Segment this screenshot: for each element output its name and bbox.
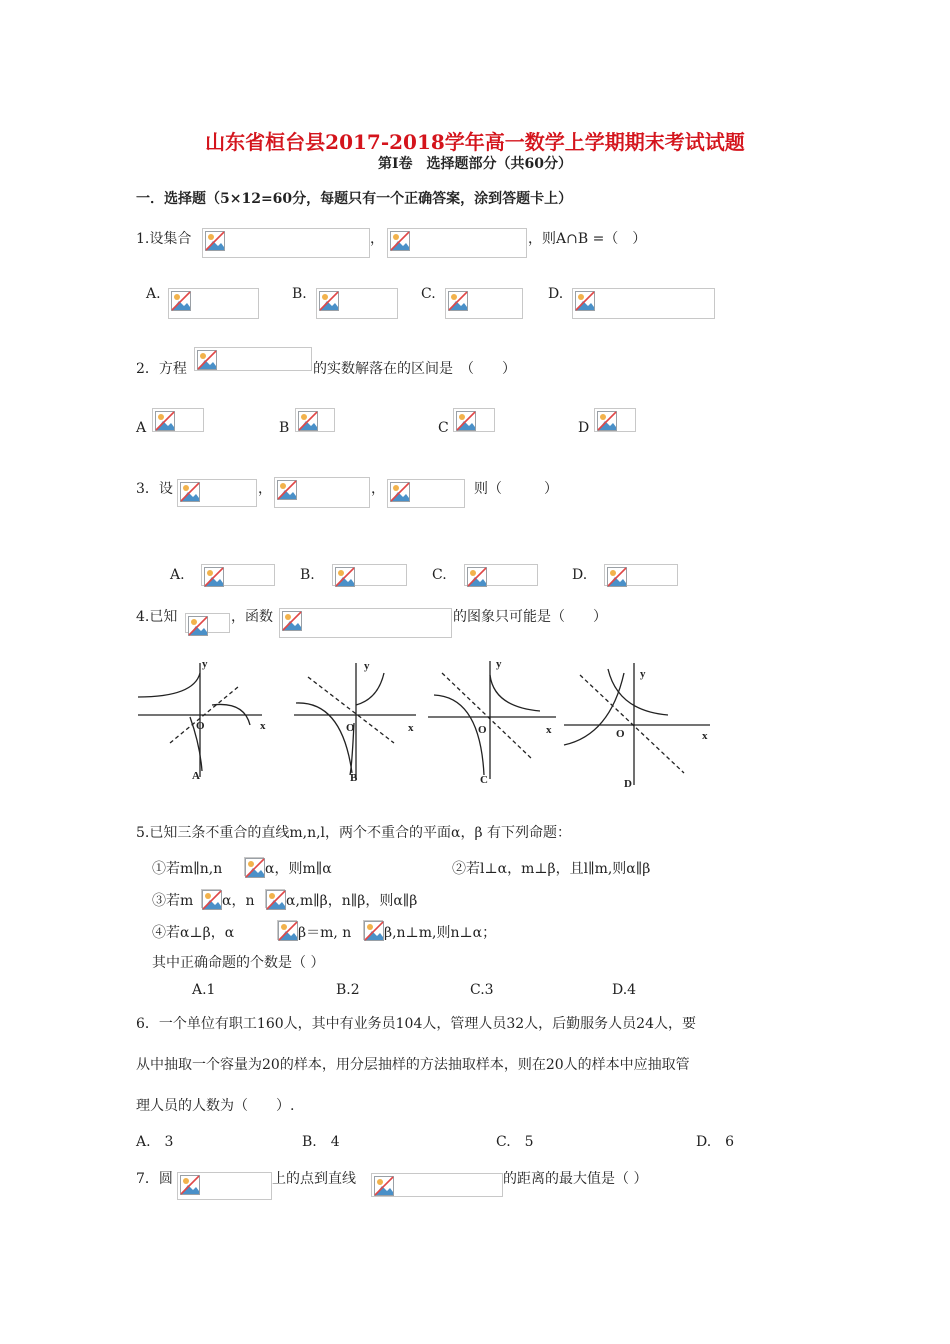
- q3-option-c-label: C.: [432, 567, 447, 583]
- q5-prop3-symbol-image-2: [265, 889, 285, 908]
- q2-option-a-image: [152, 408, 204, 432]
- q5-option-b: B.2: [336, 982, 360, 998]
- q5-option-a: A.1: [192, 982, 216, 998]
- q5-prop1-a: ①若m∥n,n: [152, 861, 223, 877]
- section-subtitle: 第Ⅰ卷 选择题部分（共60分）: [377, 156, 573, 172]
- q4-function-image: [279, 608, 452, 638]
- section-heading: 一．选择题（5×12=60分，每题只有一个正确答案，涂到答题卡上）: [136, 191, 573, 207]
- q7-line-image: [371, 1173, 503, 1197]
- broken-image-icon: [204, 567, 224, 587]
- origin-label: O: [478, 724, 487, 736]
- broken-image-icon: [180, 1175, 200, 1195]
- broken-image-icon: [390, 231, 410, 251]
- broken-image-icon: [278, 921, 298, 941]
- q4-condition-image: [185, 613, 230, 633]
- q6-option-a: A. 3: [136, 1134, 174, 1150]
- broken-image-icon: [575, 291, 595, 311]
- q3-option-d-label: D.: [572, 567, 588, 583]
- graph-label: A: [192, 770, 200, 782]
- graph-label: C: [480, 774, 488, 785]
- q5-prop4-symbol-image-1: [277, 920, 297, 940]
- q4-stem-a: 4.已知: [136, 609, 178, 625]
- x-axis-label: x: [408, 722, 414, 734]
- q5-stem: 5.已知三条不重合的直线m,n,l，两个不重合的平面α，β 有下列命题：: [136, 825, 572, 841]
- broken-image-icon: [456, 411, 476, 431]
- x-axis-label: x: [260, 720, 266, 732]
- broken-image-icon: [374, 1176, 394, 1196]
- q3-option-a-image: [201, 564, 275, 586]
- page-title: 山东省桓台县2017-2018学年高一数学上学期期末考试试题: [205, 130, 745, 154]
- q4-graph-a: [134, 655, 274, 785]
- hyperbola-branch-upper: [608, 669, 668, 715]
- q5-prop3-b: α，n: [222, 893, 255, 909]
- q1-option-a-image: [168, 288, 259, 319]
- broken-image-icon: [171, 291, 191, 311]
- origin-label: O: [616, 728, 625, 740]
- q1-option-b-image: [316, 288, 398, 319]
- hyperbola-branch-left: [434, 695, 484, 775]
- q1-set-a-image: [202, 228, 370, 258]
- q6-line-3: 理人员的人数为（ ）.: [136, 1098, 295, 1114]
- q1-stem-b: ，则A∩B =（ ）: [528, 231, 647, 247]
- q1-option-d-image: [572, 288, 715, 319]
- q1-option-b-label: B.: [292, 286, 307, 302]
- broken-image-icon: [202, 890, 222, 910]
- q6-line-1: 6．一个单位有职工160人，其中有业务员104人，管理人员32人，后勤服务人员24人，要: [136, 1016, 696, 1032]
- q5-prop4-a: ④若α⊥β，α: [152, 925, 235, 941]
- q2-option-d-image: [594, 408, 636, 432]
- q5-ask: 其中正确命题的个数是（ ）: [152, 955, 325, 971]
- q6-line-2: 从中抽取一个容量为20的样本，用分层抽样的方法抽取样本，则在20人的样本中应抽取管: [136, 1057, 690, 1073]
- hyperbola-branch-upper: [356, 673, 384, 705]
- q3-option-b-label: B.: [300, 567, 315, 583]
- q3-a-image: [177, 479, 257, 507]
- q1-option-c-image: [445, 288, 523, 319]
- q5-prop3-c: α,m∥β，n∥β，则α∥β: [286, 893, 418, 909]
- q2-option-d-label: D: [578, 420, 590, 436]
- graph-label: B: [350, 772, 358, 784]
- q3-option-b-image: [332, 564, 407, 586]
- asymptote-line: [442, 673, 532, 759]
- y-axis-label: y: [640, 668, 646, 680]
- q2-option-a-label: A: [136, 420, 147, 436]
- q5-option-c: C.3: [470, 982, 494, 998]
- x-axis-label: x: [546, 724, 552, 736]
- q2-option-b-image: [295, 408, 335, 432]
- q1-option-d-label: D.: [548, 286, 564, 302]
- q5-prop1-b: α，则m∥α: [265, 861, 332, 877]
- q4-graph-b: [290, 655, 430, 785]
- q4-stem-b: ，函数: [231, 609, 273, 625]
- broken-image-icon: [188, 616, 208, 636]
- broken-image-icon: [335, 567, 355, 587]
- q3-comma-1: ，: [258, 481, 272, 497]
- q3-option-d-image: [604, 564, 678, 586]
- broken-image-icon: [197, 350, 217, 370]
- q6-option-b: B. 4: [302, 1134, 340, 1150]
- q5-prop4-symbol-image-2: [363, 920, 383, 940]
- broken-image-icon: [448, 291, 468, 311]
- q1-comma: ，: [370, 231, 384, 247]
- q2-option-c-image: [453, 408, 495, 432]
- broken-image-icon: [205, 231, 225, 251]
- y-axis-label: y: [202, 658, 208, 670]
- q2-equation-image: [194, 347, 312, 371]
- q4-stem-c: 的图象只可能是（ ）: [453, 609, 607, 625]
- graph-label: D: [624, 778, 632, 790]
- q3-option-c-image: [464, 564, 538, 586]
- q3-b-image: [274, 477, 370, 508]
- q4-graph-c: [424, 655, 564, 785]
- hyperbola-branch-left: [296, 703, 352, 773]
- y-axis-label: y: [496, 658, 502, 670]
- q6-option-d: D. 6: [696, 1134, 735, 1150]
- q5-prop3-symbol-image-1: [201, 889, 221, 908]
- broken-image-icon: [277, 480, 297, 500]
- q5-option-d: D.4: [612, 982, 637, 998]
- q7-stem-b: 上的点到直线: [272, 1171, 356, 1187]
- hyperbola-branch-left: [564, 673, 624, 745]
- broken-image-icon: [607, 567, 627, 587]
- q7-stem-a: 7．圆: [136, 1171, 173, 1187]
- q2-stem-a: 2．方程: [136, 361, 187, 377]
- q4-graph-d: [560, 655, 720, 790]
- broken-image-icon: [155, 411, 175, 431]
- x-axis-label: x: [702, 730, 708, 742]
- q1-option-c-label: C.: [421, 286, 436, 302]
- q5-prop2: ②若l⊥α，m⊥β，且l∥m,则α∥β: [452, 861, 651, 877]
- q3-comma-2: ，: [371, 481, 385, 497]
- broken-image-icon: [282, 611, 302, 631]
- broken-image-icon: [364, 921, 384, 941]
- broken-image-icon: [319, 291, 339, 311]
- q5-prop3-a: ③若m: [152, 893, 194, 909]
- q2-option-c-label: C: [438, 420, 449, 436]
- broken-image-icon: [180, 482, 200, 502]
- broken-image-icon: [266, 890, 286, 910]
- y-axis-label: y: [364, 660, 370, 672]
- q3-stem-a: 3．设: [136, 481, 173, 497]
- origin-label: O: [346, 722, 355, 734]
- broken-image-icon: [245, 858, 265, 878]
- hyperbola-branch-upper: [490, 675, 540, 711]
- broken-image-icon: [597, 411, 617, 431]
- q7-stem-c: 的距离的最大值是（ ）: [503, 1171, 648, 1187]
- q2-stem-b: 的实数解落在的区间是 （ ）: [313, 361, 516, 377]
- broken-image-icon: [298, 411, 318, 431]
- q5-prop1-symbol-image: [244, 857, 264, 876]
- q3-c-image: [387, 479, 465, 508]
- q7-circle-image: [177, 1172, 272, 1200]
- q3-option-a-label: A.: [170, 567, 185, 583]
- broken-image-icon: [467, 567, 487, 587]
- asymptote-line: [580, 675, 684, 773]
- q5-prop4-c: β,n⊥m,则n⊥α；: [384, 925, 497, 941]
- origin-label: O: [196, 720, 205, 732]
- q1-set-b-image: [387, 228, 527, 258]
- q5-prop4-b: β＝m, n: [298, 925, 352, 941]
- hyperbola-branch-upper: [138, 673, 200, 697]
- q6-option-c: C. 5: [496, 1134, 534, 1150]
- q3-stem-b: 则（ ）: [474, 481, 558, 497]
- q1-option-a-label: A.: [146, 286, 161, 302]
- broken-image-icon: [390, 482, 410, 502]
- q1-stem-a: 1.设集合: [136, 231, 192, 247]
- q2-option-b-label: B: [279, 420, 290, 436]
